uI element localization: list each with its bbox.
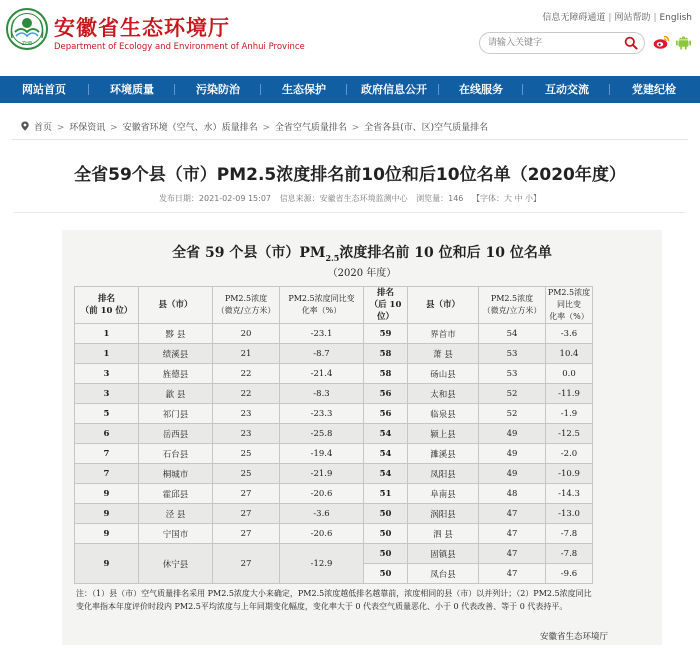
department-emblem-icon[interactable] bbox=[6, 8, 48, 50]
cell-concentration-bottom: 52 bbox=[479, 384, 546, 404]
article-meta bbox=[0, 193, 700, 204]
header-change-rate-bottom: PM2.5浓度同比变 化率（%） bbox=[546, 287, 593, 324]
cell-concentration-bottom: 47 bbox=[479, 564, 546, 584]
cell-change-top: -19.4 bbox=[280, 444, 364, 464]
cell-concentration-bottom: 53 bbox=[479, 344, 546, 364]
location-icon bbox=[20, 121, 30, 131]
table-header-row bbox=[75, 287, 593, 324]
cell-concentration-top: 22 bbox=[213, 364, 280, 384]
search-icon[interactable] bbox=[624, 36, 638, 50]
cell-rank-top: 9 bbox=[75, 524, 139, 544]
cell-rank-top: 3 bbox=[75, 364, 139, 384]
breadcrumb-divider bbox=[12, 139, 688, 140]
cell-rank-bottom: 50 bbox=[364, 564, 408, 584]
cell-concentration-bottom: 53 bbox=[479, 364, 546, 384]
view-count: 146 bbox=[448, 194, 464, 203]
cell-county-bottom: 固镇县 bbox=[408, 544, 479, 564]
cell-rank-bottom: 50 bbox=[364, 524, 408, 544]
cell-concentration-top: 20 bbox=[213, 324, 280, 344]
cell-rank-top: 5 bbox=[75, 404, 139, 424]
cell-rank-bottom: 51 bbox=[364, 484, 408, 504]
cell-concentration-top: 27 bbox=[213, 544, 280, 584]
table-row bbox=[75, 364, 593, 384]
cell-change-bottom: 10.4 bbox=[546, 344, 593, 364]
search-box bbox=[479, 32, 645, 54]
nav-home[interactable]: 网站首页 bbox=[22, 83, 66, 96]
cell-concentration-top: 22 bbox=[213, 384, 280, 404]
cell-county-top: 岳西县 bbox=[139, 424, 213, 444]
cell-concentration-bottom: 47 bbox=[479, 504, 546, 524]
cell-change-bottom: -10.9 bbox=[546, 464, 593, 484]
cell-county-top: 祁门县 bbox=[139, 404, 213, 424]
cell-rank-top: 9 bbox=[75, 484, 139, 504]
font-size-switch[interactable]: 【字体：大 中 小】 bbox=[471, 194, 542, 203]
cell-change-top: -23.3 bbox=[280, 404, 364, 424]
cell-change-top: -8.3 bbox=[280, 384, 364, 404]
help-link[interactable]: 网站帮助 bbox=[614, 13, 651, 23]
cell-change-bottom: -3.6 bbox=[546, 324, 593, 344]
table-row bbox=[75, 504, 593, 524]
cell-change-top: -23.1 bbox=[280, 324, 364, 344]
cell-change-bottom: -12.5 bbox=[546, 424, 593, 444]
cell-county-bottom: 阜南县 bbox=[408, 484, 479, 504]
site-title[interactable]: 安徽省生态环境厅 bbox=[54, 16, 230, 40]
cell-rank-bottom: 58 bbox=[364, 364, 408, 384]
meta-divider bbox=[14, 212, 686, 213]
cell-concentration-top: 27 bbox=[213, 484, 280, 504]
table-row bbox=[75, 544, 593, 564]
cell-concentration-bottom: 48 bbox=[479, 484, 546, 504]
table-row bbox=[75, 484, 593, 504]
cell-county-top: 泾 县 bbox=[139, 504, 213, 524]
cell-change-bottom: 0.0 bbox=[546, 364, 593, 384]
android-app-icon[interactable] bbox=[676, 33, 691, 50]
cell-change-bottom: -14.3 bbox=[546, 484, 593, 504]
publish-date: 发布日期：2021-02-09 15:07 bbox=[158, 194, 272, 203]
nav-gov-info[interactable]: 政府信息公开 bbox=[361, 83, 427, 96]
info-source: 信息来源：安徽省生态环境监测中心 bbox=[279, 194, 408, 203]
cell-rank-bottom: 56 bbox=[364, 404, 408, 424]
cell-county-top: 石台县 bbox=[139, 444, 213, 464]
cell-change-bottom: -9.6 bbox=[546, 564, 593, 584]
cell-change-top: -12.9 bbox=[280, 544, 364, 584]
cell-rank-top: 9 bbox=[75, 544, 139, 584]
cell-concentration-top: 27 bbox=[213, 524, 280, 544]
cell-concentration-bottom: 52 bbox=[479, 404, 546, 424]
svg-text:ZHB: ZHB bbox=[21, 41, 33, 47]
nav-environment-quality[interactable]: 环境质量 bbox=[110, 83, 154, 96]
cell-change-bottom: -7.8 bbox=[546, 524, 593, 544]
cell-change-bottom: -11.9 bbox=[546, 384, 593, 404]
cell-county-bottom: 濉溪县 bbox=[408, 444, 479, 464]
nav-pollution-control[interactable]: 污染防治 bbox=[196, 83, 240, 96]
cell-change-bottom: -1.9 bbox=[546, 404, 593, 424]
nav-interaction[interactable]: 互动交流 bbox=[545, 83, 589, 96]
cell-change-top: -20.6 bbox=[280, 484, 364, 504]
weibo-icon[interactable] bbox=[653, 34, 670, 50]
cell-county-top: 旌德县 bbox=[139, 364, 213, 384]
cell-county-bottom: 泗 县 bbox=[408, 524, 479, 544]
cell-county-bottom: 萧 县 bbox=[408, 344, 479, 364]
cell-concentration-bottom: 49 bbox=[479, 444, 546, 464]
cell-county-bottom: 凤阳县 bbox=[408, 464, 479, 484]
cell-change-bottom: -2.0 bbox=[546, 444, 593, 464]
cell-rank-bottom: 54 bbox=[364, 444, 408, 464]
table-row bbox=[75, 384, 593, 404]
table-row bbox=[75, 344, 593, 364]
table-row bbox=[75, 424, 593, 444]
site-header bbox=[0, 0, 700, 74]
document-title: 全省 59 个县（市）$PM_{2.5}$浓度排名前 10 位和后 10 位名单 bbox=[172, 245, 552, 263]
cell-rank-top: 1 bbox=[75, 324, 139, 344]
cell-concentration-bottom: 47 bbox=[479, 524, 546, 544]
breadcrumb-news[interactable]: 环保资讯 bbox=[69, 123, 106, 133]
cell-county-bottom: 砀山县 bbox=[408, 364, 479, 384]
cell-county-top: 黟 县 bbox=[139, 324, 213, 344]
cell-county-bottom: 颍上县 bbox=[408, 424, 479, 444]
english-link[interactable]: English bbox=[659, 13, 692, 23]
breadcrumb-quality-ranking[interactable]: 安徽省环境（空气、水）质量排名 bbox=[122, 123, 258, 133]
cell-change-top: -21.9 bbox=[280, 464, 364, 484]
cell-rank-top: 6 bbox=[75, 424, 139, 444]
header-county: 县（市） bbox=[139, 287, 213, 324]
cell-county-bottom: 太和县 bbox=[408, 384, 479, 404]
cell-concentration-top: 21 bbox=[213, 344, 280, 364]
ranking-table-body bbox=[75, 324, 593, 584]
view-count-label: 浏览量： bbox=[416, 194, 449, 203]
cell-county-top: 宁国市 bbox=[139, 524, 213, 544]
cell-rank-bottom: 54 bbox=[364, 424, 408, 444]
breadcrumb-air-ranking[interactable]: 全省空气质量排名 bbox=[274, 123, 347, 133]
breadcrumb-home[interactable]: 首页 bbox=[34, 123, 53, 133]
search-input[interactable] bbox=[488, 35, 616, 51]
ranking-document-image bbox=[62, 230, 662, 645]
cell-county-top: 桐城市 bbox=[139, 464, 213, 484]
table-row bbox=[75, 444, 593, 464]
cell-rank-bottom: 50 bbox=[364, 504, 408, 524]
site-subtitle: Department of Ecology and Environment of Anhui Province bbox=[54, 42, 305, 52]
cell-county-bottom: 界首市 bbox=[408, 324, 479, 344]
cell-concentration-top: 23 bbox=[213, 404, 280, 424]
accessibility-link[interactable]: 信息无障碍通道 bbox=[542, 13, 606, 23]
cell-concentration-bottom: 47 bbox=[479, 544, 546, 564]
header-rank-top: 排名 （前 10 位） bbox=[75, 287, 139, 324]
cell-concentration-bottom: 54 bbox=[479, 324, 546, 344]
cell-rank-bottom: 54 bbox=[364, 464, 408, 484]
table-row bbox=[75, 524, 593, 544]
main-nav bbox=[0, 76, 700, 103]
ranking-table bbox=[74, 286, 593, 584]
cell-county-bottom: 临泉县 bbox=[408, 404, 479, 424]
table-row bbox=[75, 464, 593, 484]
cell-change-top: -3.6 bbox=[280, 504, 364, 524]
cell-concentration-top: 27 bbox=[213, 504, 280, 524]
cell-concentration-bottom: 49 bbox=[479, 464, 546, 484]
cell-rank-top: 1 bbox=[75, 344, 139, 364]
cell-county-bottom: 涡阳县 bbox=[408, 504, 479, 524]
nav-online-service[interactable]: 在线服务 bbox=[459, 83, 503, 96]
cell-rank-bottom: 50 bbox=[364, 544, 408, 564]
cell-change-bottom: -13.0 bbox=[546, 504, 593, 524]
document-year: （2020 年度） bbox=[327, 268, 397, 279]
cell-county-bottom: 凤台县 bbox=[408, 564, 479, 584]
document-notes: 注：（1）县（市）空气质量排名采用 PM2.5浓度大小来确定，PM2.5浓度越低排名越靠前，浓度相同的县（市）以并列计；（2）PM2.5浓度同比变化率指本年度评价时段内 PM2.5平均浓度与上年同期变化幅度，变化率大于 0 代表空气质量恶化、小于 0 代表改善、等于 0 代表持平。 bbox=[76, 589, 592, 611]
breadcrumb: 首页 > 环保资讯 > 安徽省环境（空气、水）质量排名 > 全省空气质量排名 > 全省各县(市、区)空气质量排名 bbox=[20, 120, 488, 133]
cell-change-bottom: -7.8 bbox=[546, 544, 593, 564]
cell-concentration-bottom: 49 bbox=[479, 424, 546, 444]
cell-change-top: -8.7 bbox=[280, 344, 364, 364]
nav-party-building[interactable]: 党建纪检 bbox=[632, 83, 676, 96]
header-rank-bottom: 排名 （后 10 位） bbox=[364, 287, 408, 324]
top-links: 信息无障碍通道 | 网站帮助 | English bbox=[542, 10, 692, 23]
cell-change-top: -20.6 bbox=[280, 524, 364, 544]
cell-change-top: -25.8 bbox=[280, 424, 364, 444]
header-change-rate: PM2.5浓度同比变 化率（%） bbox=[280, 287, 364, 324]
cell-rank-top: 3 bbox=[75, 384, 139, 404]
cell-change-top: -21.4 bbox=[280, 364, 364, 384]
cell-rank-bottom: 59 bbox=[364, 324, 408, 344]
cell-rank-top: 7 bbox=[75, 464, 139, 484]
cell-concentration-top: 23 bbox=[213, 424, 280, 444]
cell-rank-bottom: 58 bbox=[364, 344, 408, 364]
cell-county-top: 歙 县 bbox=[139, 384, 213, 404]
cell-concentration-top: 25 bbox=[213, 464, 280, 484]
cell-rank-top: 7 bbox=[75, 444, 139, 464]
table-row bbox=[75, 324, 593, 344]
header-concentration: PM2.5浓度 （微克/立方米） bbox=[213, 287, 280, 324]
header-concentration-bottom: PM2.5浓度 （微克/立方米） bbox=[479, 287, 546, 324]
breadcrumb-county-ranking[interactable]: 全省各县(市、区)空气质量排名 bbox=[364, 123, 489, 133]
cell-county-top: 休宁县 bbox=[139, 544, 213, 584]
table-row bbox=[75, 404, 593, 424]
article-title: 全省59个县（市）PM2.5浓度排名前10位和后10位名单（2020年度） bbox=[74, 165, 626, 185]
cell-rank-top: 9 bbox=[75, 504, 139, 524]
nav-ecology-protection[interactable]: 生态保护 bbox=[282, 83, 326, 96]
cell-county-top: 霍邱县 bbox=[139, 484, 213, 504]
cell-concentration-top: 25 bbox=[213, 444, 280, 464]
cell-rank-bottom: 56 bbox=[364, 384, 408, 404]
document-signature: 安徽省生态环境厅 bbox=[540, 632, 609, 642]
header-county-bottom: 县（市） bbox=[408, 287, 479, 324]
cell-county-top: 绩溪县 bbox=[139, 344, 213, 364]
